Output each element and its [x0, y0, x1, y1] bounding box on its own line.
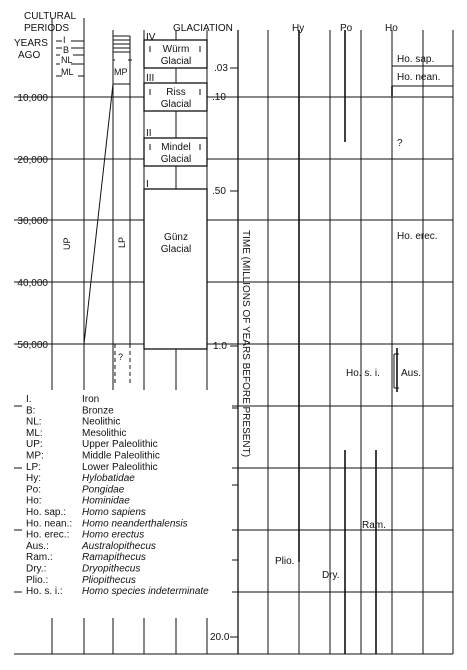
glaciation-name-mindel: Mindel [161, 142, 191, 153]
time-tick-050: .50 [212, 186, 226, 197]
legend-name: Mesolithic [82, 427, 127, 439]
taxon-plio: Plio. [275, 556, 295, 567]
legend-name: Homo sapiens [82, 507, 146, 518]
legend-name: Lower Paleolithic [82, 461, 158, 473]
time-tick-003: .03 [214, 63, 228, 74]
taxon-ram: Ram. [362, 520, 386, 531]
header-po: Po [340, 23, 353, 34]
up-boundary [52, 84, 113, 344]
taxon-ho-erec: Ho. erec. [397, 231, 438, 242]
glaciation-name-riss: Riss [166, 87, 186, 98]
taxon-q: ? [397, 138, 403, 149]
legend-name: Ramapithecus [82, 552, 146, 564]
glaciation-num-ii: II [146, 128, 152, 139]
period-label-lp: LP [117, 236, 127, 248]
years-ticks [17, 93, 48, 351]
legend-abbr: ML: [26, 427, 43, 439]
legend-name: Upper Paleolithic [82, 439, 158, 451]
glaciation-name-gunz: Günz [164, 232, 188, 243]
glaciation-num-iii: III [146, 73, 155, 84]
legend-abbr: Ho. sap.: [26, 507, 67, 518]
header-ago: AGO [18, 50, 41, 61]
taxa-ranges [299, 30, 397, 654]
header-hy: Hy [292, 23, 305, 34]
legend-name: Middle Paleolithic [82, 450, 160, 462]
taxon-ho-sap: Ho. sap. [397, 54, 435, 65]
period-label-up: UP [62, 237, 72, 250]
glaciation-glacial-wurm: Glacial [160, 56, 192, 67]
legend-name: Iron [82, 394, 100, 405]
legend-name: Homo species indeterminate [82, 586, 209, 598]
header-periods: PERIODS [24, 23, 70, 34]
header-years: YEARS [14, 38, 48, 49]
legend-name: Hominidae [82, 495, 130, 507]
period-label-nl: NL [61, 55, 73, 65]
legend-abbr: Ho. s. i.: [26, 586, 63, 598]
time-tick-010: .10 [212, 92, 226, 103]
legend-abbr: NL: [26, 416, 42, 428]
legend-abbr: Plio.: [26, 574, 49, 586]
mp-lp-column [113, 36, 132, 384]
legend-name: Hylobatidae [82, 473, 135, 485]
years-tick-50000: 50,000 [17, 340, 48, 351]
legend-name: Pliopithecus [82, 574, 136, 586]
legend-abbr: Hy: [26, 473, 41, 485]
time-tick-1: 1.0 [213, 341, 227, 352]
header-cultural: CULTURAL [24, 11, 77, 22]
time-tick-20: 20.0 [210, 632, 230, 643]
legend-name: Australopithecus [82, 540, 156, 552]
glaciation-glacial-gunz: Glacial [160, 244, 192, 255]
legend-abbr: Dry.: [26, 563, 47, 575]
legend-name: Homo neanderthalensis [82, 518, 188, 530]
period-label-mp: MP [114, 67, 128, 77]
legend-abbr: I. [26, 394, 32, 405]
years-tick-30000: 30,000 [17, 216, 48, 227]
period-label-i: I [63, 35, 66, 45]
legend-abbr: Ho. erec.: [26, 529, 70, 541]
taxon-ho-si: Ho. s. i. [346, 368, 380, 379]
taxon-ho-nean: Ho. nean. [397, 72, 441, 83]
legend-abbr: LP: [26, 461, 42, 473]
years-tick-20000: 20,000 [17, 155, 48, 166]
legend-abbr: Ram.: [26, 552, 53, 564]
legend-name: Bronze [82, 405, 114, 417]
period-label-b: B [63, 45, 70, 55]
legend-name: Dryopithecus [82, 563, 141, 575]
taxon-dry: Dry. [322, 570, 340, 581]
header-ho: Ho [385, 23, 398, 34]
time-axis-title: TIME (MILLIONS OF YEARS BEFORE PRESENT) [240, 230, 251, 458]
legend-name: Neolithic [82, 416, 121, 428]
period-label-q: ? [118, 352, 124, 362]
glaciation-name-wurm: Würm [162, 44, 190, 55]
legend-abbr: B: [26, 405, 36, 417]
years-tick-10000: 10,000 [17, 93, 48, 104]
header-glaciation: GLACIATION [173, 23, 233, 34]
legend-abbr: UP: [26, 439, 43, 451]
gunz-box [144, 189, 207, 349]
period-label-ml: ML [61, 67, 74, 77]
legend-abbr: MP: [26, 450, 44, 462]
taxon-aus: Aus. [401, 368, 422, 379]
legend-name: Pongidae [82, 484, 125, 496]
glaciation-num-iv: IV [146, 32, 156, 43]
glaciation-glacial-mindel: Glacial [160, 154, 192, 165]
glaciation-num-i: I [146, 179, 149, 190]
legend-name: Homo erectus [82, 529, 145, 541]
years-tick-40000: 40,000 [17, 278, 48, 289]
glaciation-glacial-riss: Glacial [160, 99, 192, 110]
legend-abbr: Po: [26, 484, 42, 496]
legend-abbr: Aus.: [26, 540, 49, 552]
legend-abbr: Ho: [26, 495, 42, 507]
legend-abbr: Ho. nean.: [26, 518, 73, 530]
